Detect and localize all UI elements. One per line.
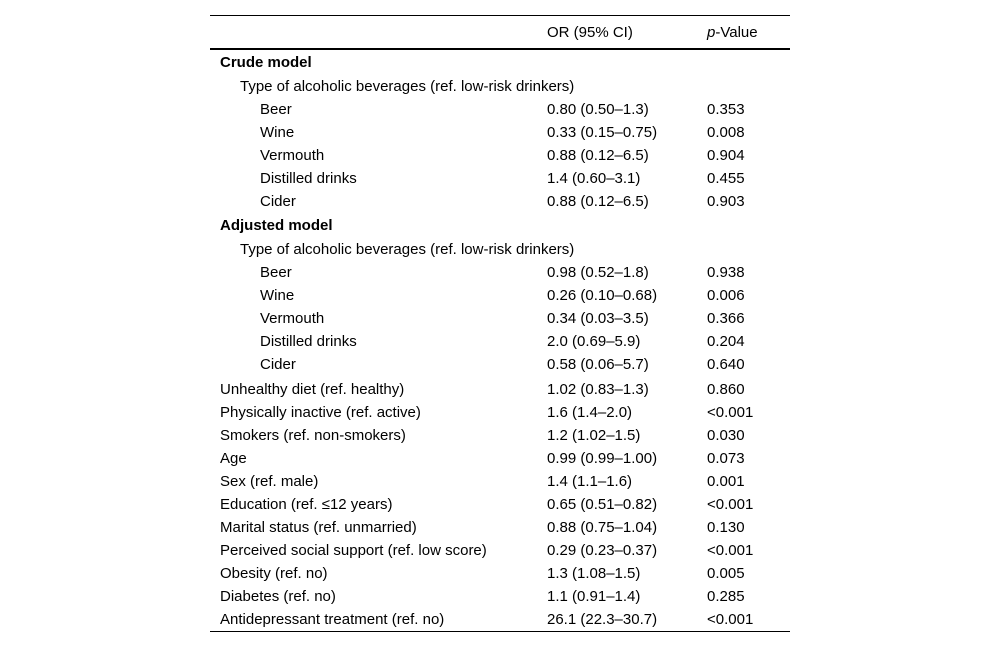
table-row [210,261,790,284]
header-p-value [707,17,758,48]
row-label: Diabetes (ref. no) [220,588,336,605]
row-p: <0.001 [707,542,754,559]
row-label: Vermouth [260,147,325,164]
table-bottom-rule [210,631,790,632]
crude-model-heading [210,51,790,75]
row-label: Beer [260,264,292,281]
row-or: 0.65 (0.51–0.82) [547,496,658,513]
table-row [210,144,790,167]
row-label: Obesity (ref. no) [220,565,328,582]
table-row [210,493,790,516]
adjusted-subheading [210,238,790,261]
table-row [210,190,790,213]
table-header-rule [210,48,790,50]
table-row [210,539,790,562]
row-label: Sex (ref. male) [220,473,319,490]
row-label: Marital status (ref. unmarried) [220,519,417,536]
row-p: 0.903 [707,193,745,210]
table-row [210,608,790,631]
row-p: 0.640 [707,356,745,373]
row-or: 0.34 (0.03–3.5) [547,310,649,327]
table-row [210,98,790,121]
row-label: Physically inactive (ref. active) [220,404,421,421]
crude-subheading [210,75,790,98]
odds-ratio-table [210,15,790,632]
header-p-italic: p [707,24,716,41]
table-row [210,284,790,307]
row-or: 1.4 (1.1–1.6) [547,473,633,490]
row-label: Wine [260,287,295,304]
table-row [210,167,790,190]
row-p: 0.366 [707,310,745,327]
row-or: 0.26 (0.10–0.68) [547,287,658,304]
row-label: Education (ref. ≤12 years) [220,496,393,513]
table-row [210,378,790,401]
row-p: 0.006 [707,287,745,304]
table-row [210,470,790,493]
row-p: 0.130 [707,519,745,536]
row-label: Perceived social support (ref. low score) [220,542,487,559]
row-p: 0.030 [707,427,745,444]
row-label: Cider [260,193,296,210]
row-p: <0.001 [707,496,754,513]
row-label: Wine [260,124,295,141]
row-or: 1.2 (1.02–1.5) [547,427,641,444]
adjusted-subtitle: Type of alcoholic beverages (ref. low-risk drinkers) [240,241,575,258]
header-p-rest: -Value [715,24,758,41]
table-row [210,424,790,447]
table-row [210,447,790,470]
row-label: Beer [260,101,292,118]
row-p: <0.001 [707,404,754,421]
row-p: 0.353 [707,101,745,118]
row-p: 0.904 [707,147,745,164]
row-or: 2.0 (0.69–5.9) [547,333,641,350]
table-row [210,353,790,376]
row-p: 0.005 [707,565,745,582]
row-p: 0.001 [707,473,745,490]
row-or: 26.1 (22.3–30.7) [547,611,658,628]
row-label: Age [220,450,247,467]
row-p: 0.938 [707,264,745,281]
crude-subtitle: Type of alcoholic beverages (ref. low-risk drinkers) [240,78,575,95]
row-or: 1.1 (0.91–1.4) [547,588,641,605]
row-or: 0.88 (0.12–6.5) [547,193,649,210]
row-label: Antidepressant treatment (ref. no) [220,611,445,628]
row-p: 0.285 [707,588,745,605]
row-p: 0.455 [707,170,745,187]
table-row [210,585,790,608]
row-or: 1.3 (1.08–1.5) [547,565,641,582]
row-or: 1.6 (1.4–2.0) [547,404,633,421]
crude-model-title: Crude model [220,54,312,71]
row-p: 0.008 [707,124,745,141]
header-or: OR (95% CI) [547,24,633,41]
row-or: 0.88 (0.75–1.04) [547,519,658,536]
row-label: Unhealthy diet (ref. healthy) [220,381,405,398]
row-p: <0.001 [707,611,754,628]
row-or: 0.33 (0.15–0.75) [547,124,658,141]
row-or: 1.4 (0.60–3.1) [547,170,641,187]
table-row [210,121,790,144]
row-label: Vermouth [260,310,325,327]
row-or: 0.29 (0.23–0.37) [547,542,658,559]
row-or: 0.88 (0.12–6.5) [547,147,649,164]
row-or: 0.99 (0.99–1.00) [547,450,658,467]
table-row [210,516,790,539]
table-header-row [210,17,790,48]
row-p: 0.204 [707,333,745,350]
row-label: Distilled drinks [260,333,357,350]
table-row [210,330,790,353]
row-p: 0.073 [707,450,745,467]
row-or: 1.02 (0.83–1.3) [547,381,649,398]
row-or: 0.58 (0.06–5.7) [547,356,649,373]
row-label: Distilled drinks [260,170,357,187]
row-or: 0.98 (0.52–1.8) [547,264,649,281]
adjusted-model-title: Adjusted model [220,217,333,234]
table-row [210,307,790,330]
adjusted-model-heading [210,214,790,238]
row-label: Cider [260,356,296,373]
row-label: Smokers (ref. non-smokers) [220,427,406,444]
row-p: 0.860 [707,381,745,398]
table-row [210,562,790,585]
table-row [210,401,790,424]
table-top-rule [210,15,790,16]
row-or: 0.80 (0.50–1.3) [547,101,649,118]
